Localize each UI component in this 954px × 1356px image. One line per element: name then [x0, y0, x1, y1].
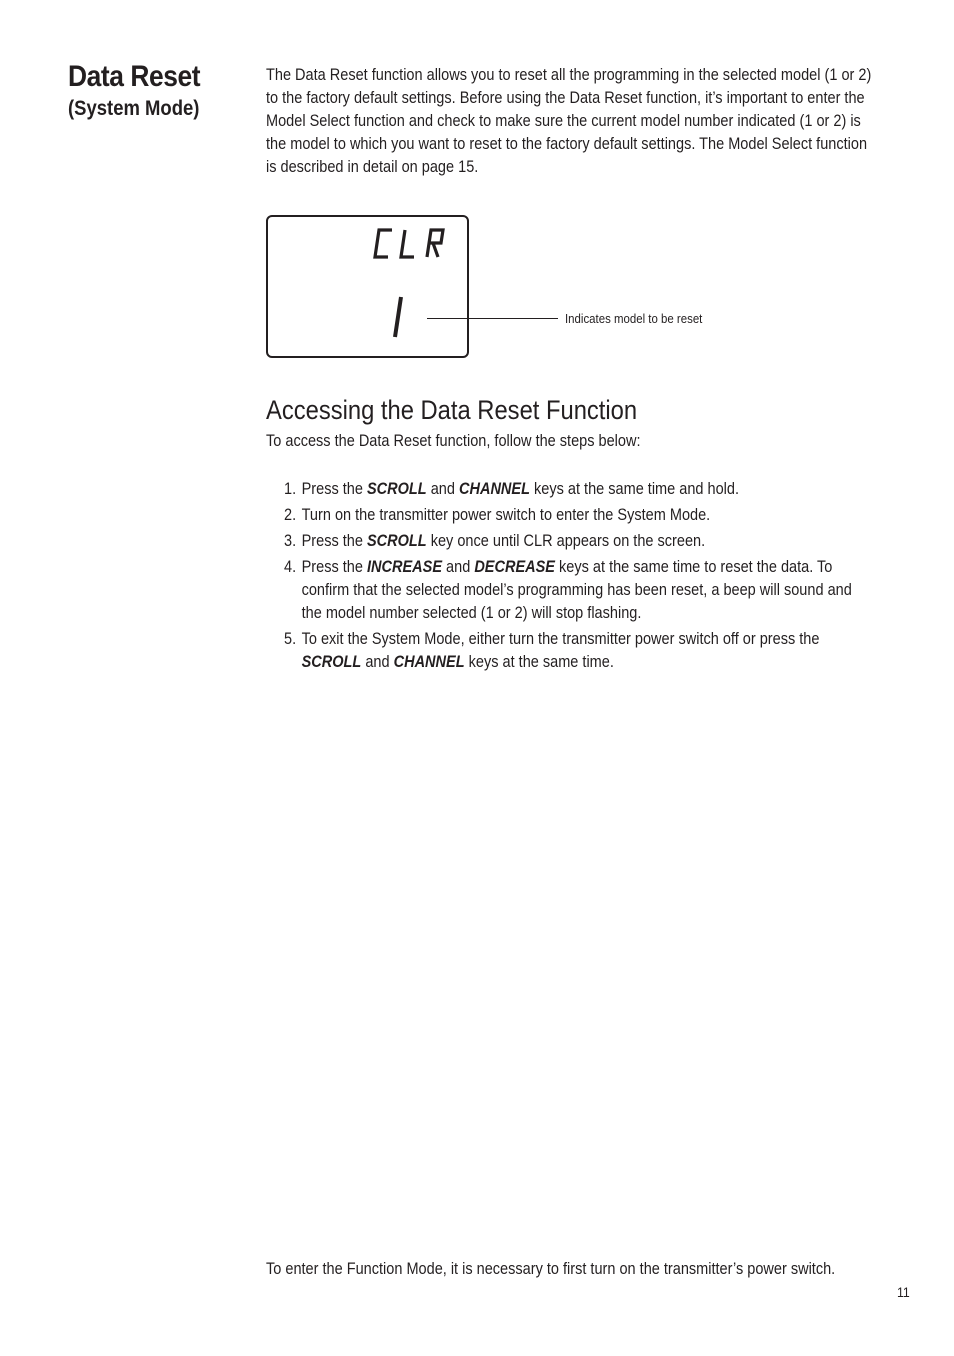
steps-list [284, 478, 874, 677]
callout-label: Indicates model to be reset [565, 311, 703, 326]
key-name: CHANNEL [458, 480, 530, 498]
section-intro: To access the Data Reset function, follow the steps below: [266, 432, 641, 450]
key-name: SCROLL [366, 480, 427, 498]
key-name: SCROLL [301, 653, 362, 671]
key-name: INCREASE [366, 558, 443, 576]
lcd-clr-segments [375, 230, 443, 257]
step-text: keys at the same time and hold. [529, 480, 740, 498]
lcd-display-graphic [268, 217, 471, 360]
step-text: key once until CLR appears on the screen. [426, 532, 706, 550]
step-item [284, 478, 874, 501]
step-text: and [426, 480, 459, 498]
section-heading: Accessing the Data Reset Function [266, 395, 638, 425]
step-text: Press the [301, 558, 367, 576]
footer-note: To enter the Function Mode, it is necessary to first turn on the transmitter’s power switch. [266, 1260, 836, 1278]
step-item [284, 628, 874, 674]
callout-leader-line [427, 318, 558, 319]
step-text: keys at the same time. [464, 653, 614, 671]
lcd-screen-illustration [266, 215, 469, 358]
step-item [284, 530, 874, 553]
step-number: 5. [284, 630, 297, 648]
key-name: DECREASE [474, 558, 555, 576]
step-number: 2. [284, 506, 297, 524]
step-text: Press the [301, 532, 367, 550]
page-subtitle: (System Mode) [68, 97, 200, 120]
page-title: Data Reset [68, 60, 201, 93]
step-text: and [442, 558, 475, 576]
step-text: Press the [301, 480, 367, 498]
lcd-digit-one [395, 297, 401, 337]
step-item [284, 556, 874, 625]
step-number: 3. [284, 532, 297, 550]
step-number: 4. [284, 558, 297, 576]
step-text: and [361, 653, 394, 671]
step-text: Turn on the transmitter power switch to enter the System Mode. [301, 506, 711, 524]
step-number: 1. [284, 480, 297, 498]
page-number: 11 [897, 1284, 910, 1300]
key-name: SCROLL [366, 532, 427, 550]
intro-paragraph: The Data Reset function allows you to reset all the programming in the selected model (1 or 2) to the factory default settings. Before using the Data Reset function, it’s important to enter the Model Select function and check to make sure the current model number indicated (1 or 2) is the model to which you want to reset to the factory default settings. The Model Select function is described in detail on page 15. [266, 66, 872, 176]
step-text: keys at the same time to reset the data. To confirm that the selected model’s programming has been reset, a beep will sound and the model number selected (1 or 2) will stop flashing. [301, 558, 852, 622]
key-name: CHANNEL [393, 653, 465, 671]
step-item [284, 504, 874, 527]
step-text: To exit the System Mode, either turn the transmitter power switch off or press the [301, 630, 820, 648]
